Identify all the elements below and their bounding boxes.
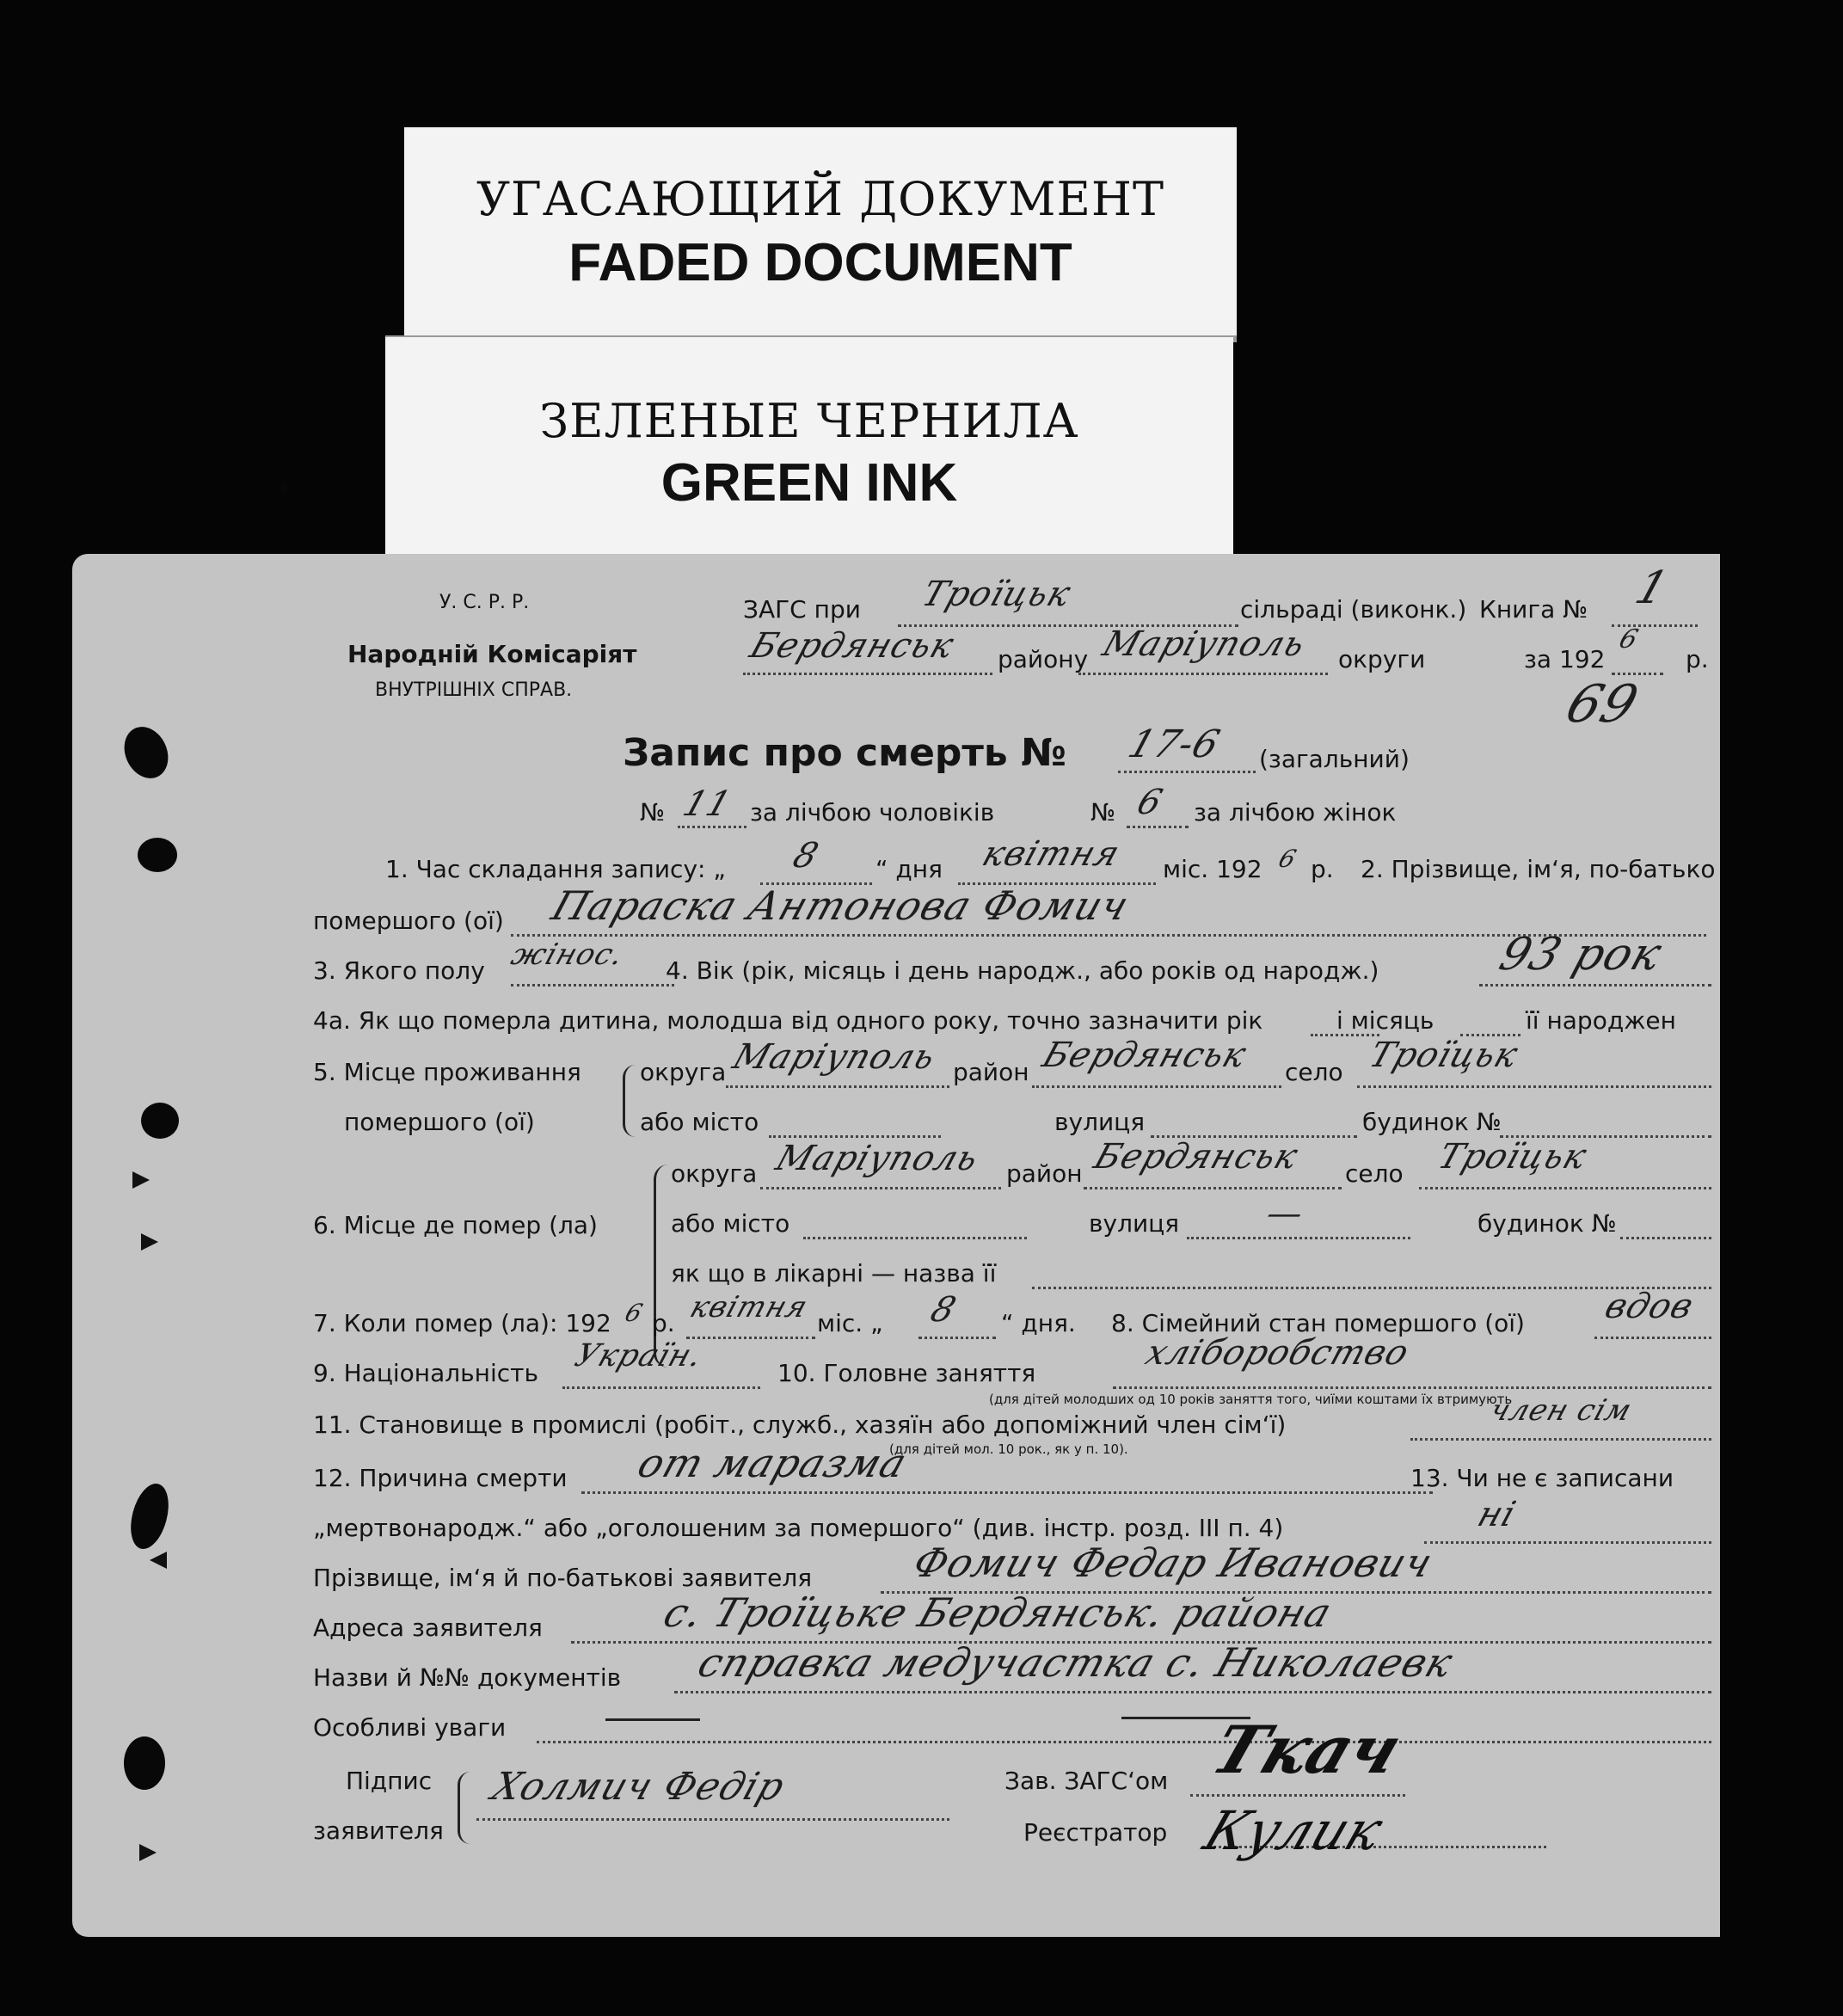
field-1-label: 1. Час складання запису: „ [385, 855, 726, 883]
vulytsia-label: вулиця [1089, 1209, 1180, 1238]
field-7-label: 7. Коли помер (ла): 192 [313, 1309, 611, 1337]
hw-deceased-name: Параска Антонова Фомич [546, 882, 1135, 929]
scan-speck [280, 482, 287, 494]
hw-applicant-signature: Холмич Федір [486, 1765, 790, 1809]
fill-line [1479, 984, 1711, 986]
banner-english-text: GREEN INK [660, 453, 958, 513]
fill-line [1594, 1337, 1711, 1339]
field-1-year-suffix: р. [1311, 855, 1334, 883]
hw-archive-number: 69 [1558, 674, 1646, 734]
okruha-label: округи [1338, 645, 1426, 673]
fill-line [581, 1491, 1433, 1494]
fill-line [537, 1741, 1711, 1743]
fill-line [1113, 1386, 1711, 1389]
raion-label: район [1006, 1159, 1083, 1188]
fill-line [1357, 1085, 1711, 1088]
fill-line [1127, 826, 1189, 828]
faded-document-banner [404, 127, 1237, 341]
fill-line [1032, 1287, 1711, 1289]
hw-residence-raion: Бердянськ [1037, 1036, 1252, 1075]
hw-silrada: Троїцьк [917, 575, 1077, 614]
hw-record-day: 8 [788, 836, 824, 876]
field-5-brace [623, 1065, 636, 1137]
fill-line [743, 673, 992, 675]
docs-label: Назви й №№ документів [313, 1663, 622, 1692]
fill-line [511, 984, 674, 986]
field-11-note: (для дітей мол. 10 рок., як у п. 10). [889, 1441, 1128, 1457]
signature-label: Підпис [346, 1767, 433, 1795]
ussr-abbrev: У. С. Р. Р. [439, 592, 530, 613]
registrar-label: Реєстратор [1023, 1818, 1168, 1847]
men-count-label: за лічбою чоловіків [750, 798, 995, 827]
raion-label: район [953, 1058, 1029, 1086]
field-10-note: (для дітей молодших од 10 років заняття того, чиїми коштами їх втримують [989, 1392, 1513, 1407]
silradi-label: сільраді (виконк.) [1240, 595, 1467, 624]
hw-okruha: Маріуполь [1097, 624, 1311, 664]
okruha-label: округа [671, 1159, 758, 1188]
field-4a-end: її народжен [1526, 1006, 1676, 1035]
year-label: за 192 [1524, 645, 1606, 673]
hw-death-okruha: Маріуполь [771, 1139, 984, 1178]
hw-sex: жінос. [507, 937, 629, 972]
misto-label: або місто [671, 1209, 790, 1238]
fill-line [1187, 1237, 1410, 1239]
fill-line [1078, 673, 1328, 675]
selo-label: село [1285, 1058, 1343, 1086]
book-label: Книга № [1479, 595, 1588, 624]
punch-hole [141, 1103, 179, 1139]
okruha-label: округа [640, 1058, 727, 1086]
hw-applicant-name: Фомич Федар Иванович [907, 1540, 1440, 1586]
fill-line [1419, 1187, 1711, 1189]
hw-record-year: 6 [1275, 845, 1301, 873]
hw-residence-selo: Троїцьк [1364, 1036, 1524, 1075]
field-10-label: 10. Головне заняття [777, 1359, 1036, 1387]
fill-line [1190, 1794, 1405, 1797]
green-ink-banner [385, 337, 1233, 554]
hw-death-month: квітня [685, 1290, 813, 1325]
fill-line [1620, 1237, 1711, 1239]
field-2-deceased: помершого (ої) [313, 907, 504, 935]
fill-line [1410, 1438, 1711, 1441]
zags-label: ЗАГС при [743, 595, 861, 624]
hw-documents: справка медучастка с. Николаевк [692, 1639, 1459, 1686]
field-4a-month: і місяць [1336, 1006, 1434, 1035]
fill-line [1084, 1187, 1342, 1189]
misto-label: або місто [640, 1108, 759, 1136]
zags-head-label: Зав. ЗАГС‘ом [1004, 1767, 1169, 1795]
fill-line [476, 1818, 949, 1821]
field-7-day: “ дня. [1001, 1309, 1076, 1337]
fill-line [1032, 1085, 1281, 1088]
field-13-label-2: „мертвонародж.“ або „оголошеним за помершого“ (див. інстр. розд. III п. 4) [313, 1514, 1284, 1542]
zags-head-signature: Ткач [1201, 1712, 1412, 1788]
women-count-label: за лічбою жінок [1194, 798, 1397, 827]
hw-death-selo: Троїцьк [1433, 1137, 1593, 1177]
internal-affairs: ВНУТРІШНІХ СПРАВ. [375, 679, 573, 701]
notes-label: Особливі уваги [313, 1713, 507, 1742]
registrar-signature: Кулик [1195, 1799, 1391, 1862]
signature-brace [458, 1772, 470, 1844]
fill-line [760, 1187, 1001, 1189]
hw-marital-status: вдов [1600, 1287, 1699, 1326]
hw-applicant-address: с. Троїцьке Бердянськ. района [658, 1589, 1338, 1636]
commissariat-title: Народній Комісаріят [347, 640, 637, 668]
field-2-label: 2. Прізвище, ім‘я, по-батько [1361, 855, 1716, 883]
hw-year-digit: 6 [1615, 624, 1643, 655]
address-label: Адреса заявителя [313, 1613, 543, 1642]
hw-nationality: Україн. [570, 1338, 708, 1374]
hw-age: 93 рок [1493, 929, 1669, 980]
punch-notch [132, 1171, 150, 1189]
hw-occupation: хліборобство [1140, 1333, 1415, 1373]
punch-notch [150, 1552, 167, 1569]
hospital-label: як що в лікарні — назва її [671, 1259, 997, 1288]
hw-death-street: — [1261, 1194, 1310, 1233]
field-11-label: 11. Становище в промислі (робіт., служб., хазяїн або допоміжний член сім‘ї) [313, 1411, 1287, 1439]
hw-men-count: 11 [678, 784, 737, 824]
fill-line [678, 826, 746, 828]
raion-label: району [998, 645, 1089, 673]
fill-line [803, 1237, 1027, 1239]
fill-line [1118, 771, 1256, 773]
hw-book-number: 1 [1629, 562, 1675, 614]
field-8-label: 8. Сімейний стан помершого (ої) [1111, 1309, 1525, 1337]
punch-hole [138, 838, 177, 872]
field-3-label: 3. Якого полу [313, 956, 485, 985]
women-no: № [1090, 798, 1116, 827]
punch-notch [139, 1844, 157, 1861]
banner-russian-text: УГАСАЮЩИЙ ДОКУМЕНТ [476, 172, 1165, 226]
field-5-label-2: помершого (ої) [344, 1108, 535, 1136]
hw-position: член сім [1485, 1393, 1637, 1428]
field-7-month: міс. „ [817, 1309, 883, 1337]
budynok-label: будинок № [1477, 1209, 1617, 1238]
field-1-day: “ дня [875, 855, 943, 883]
hw-raion: Бердянськ [745, 626, 960, 666]
hw-death-day: 8 [925, 1290, 961, 1330]
applicant-label: Прізвище, ім‘я й по-батькові заявителя [313, 1564, 813, 1592]
punch-hole [116, 720, 176, 785]
field-4a-label: 4а. Як що померла дитина, молодша від одного року, точно зазначити рік [313, 1006, 1263, 1035]
budynok-label: будинок № [1362, 1108, 1502, 1136]
dash-mark [605, 1718, 700, 1721]
hw-residence-okruha: Маріуполь [728, 1037, 941, 1077]
field-1-month: міс. 192 [1163, 855, 1262, 883]
hw-record-number: 17-6 [1122, 722, 1226, 766]
fill-line [769, 1135, 941, 1138]
banner-english-text: FADED DOCUMENT [568, 233, 1072, 292]
signature-label-2: заявителя [313, 1816, 444, 1845]
fill-line [562, 1386, 760, 1389]
hw-women-count: 6 [1132, 783, 1168, 822]
banner-russian-text: ЗЕЛЕНЫЕ ЧЕРНИЛА [539, 394, 1079, 448]
field-7-year-suffix: р. [652, 1309, 675, 1337]
hw-cause-of-death: от маразма [632, 1440, 913, 1486]
general-label: (загальний) [1259, 745, 1410, 773]
hw-death-year: 6 [621, 1299, 648, 1327]
selo-label: село [1345, 1159, 1404, 1188]
year-suffix: р. [1686, 645, 1709, 673]
fill-line [674, 1691, 1711, 1693]
field-12-label: 12. Причина смерти [313, 1464, 568, 1492]
record-title: Запис про смерть № [623, 731, 1066, 775]
hw-record-month: квітня [977, 834, 1126, 874]
field-6-label: 6. Місце де помер (ла) [313, 1211, 598, 1239]
fill-line [726, 1085, 949, 1088]
field-13-label: 13. Чи не є записани [1410, 1464, 1674, 1492]
fill-line [918, 1337, 996, 1339]
field-9-label: 9. Національність [313, 1359, 538, 1387]
field-5-label: 5. Місце проживання [313, 1058, 581, 1086]
fill-line [1424, 1541, 1711, 1544]
men-no: № [640, 798, 666, 827]
punch-hole [125, 1479, 175, 1553]
hw-death-raion: Бердянськ [1089, 1137, 1304, 1177]
punch-notch [141, 1233, 158, 1251]
punch-hole [124, 1736, 165, 1790]
hw-stillborn: ні [1472, 1495, 1521, 1534]
vulytsia-label: вулиця [1054, 1108, 1146, 1136]
death-record-card [72, 554, 1720, 1937]
field-4-label: 4. Вік (рік, місяць і день народж., або років од народж.) [666, 956, 1379, 985]
